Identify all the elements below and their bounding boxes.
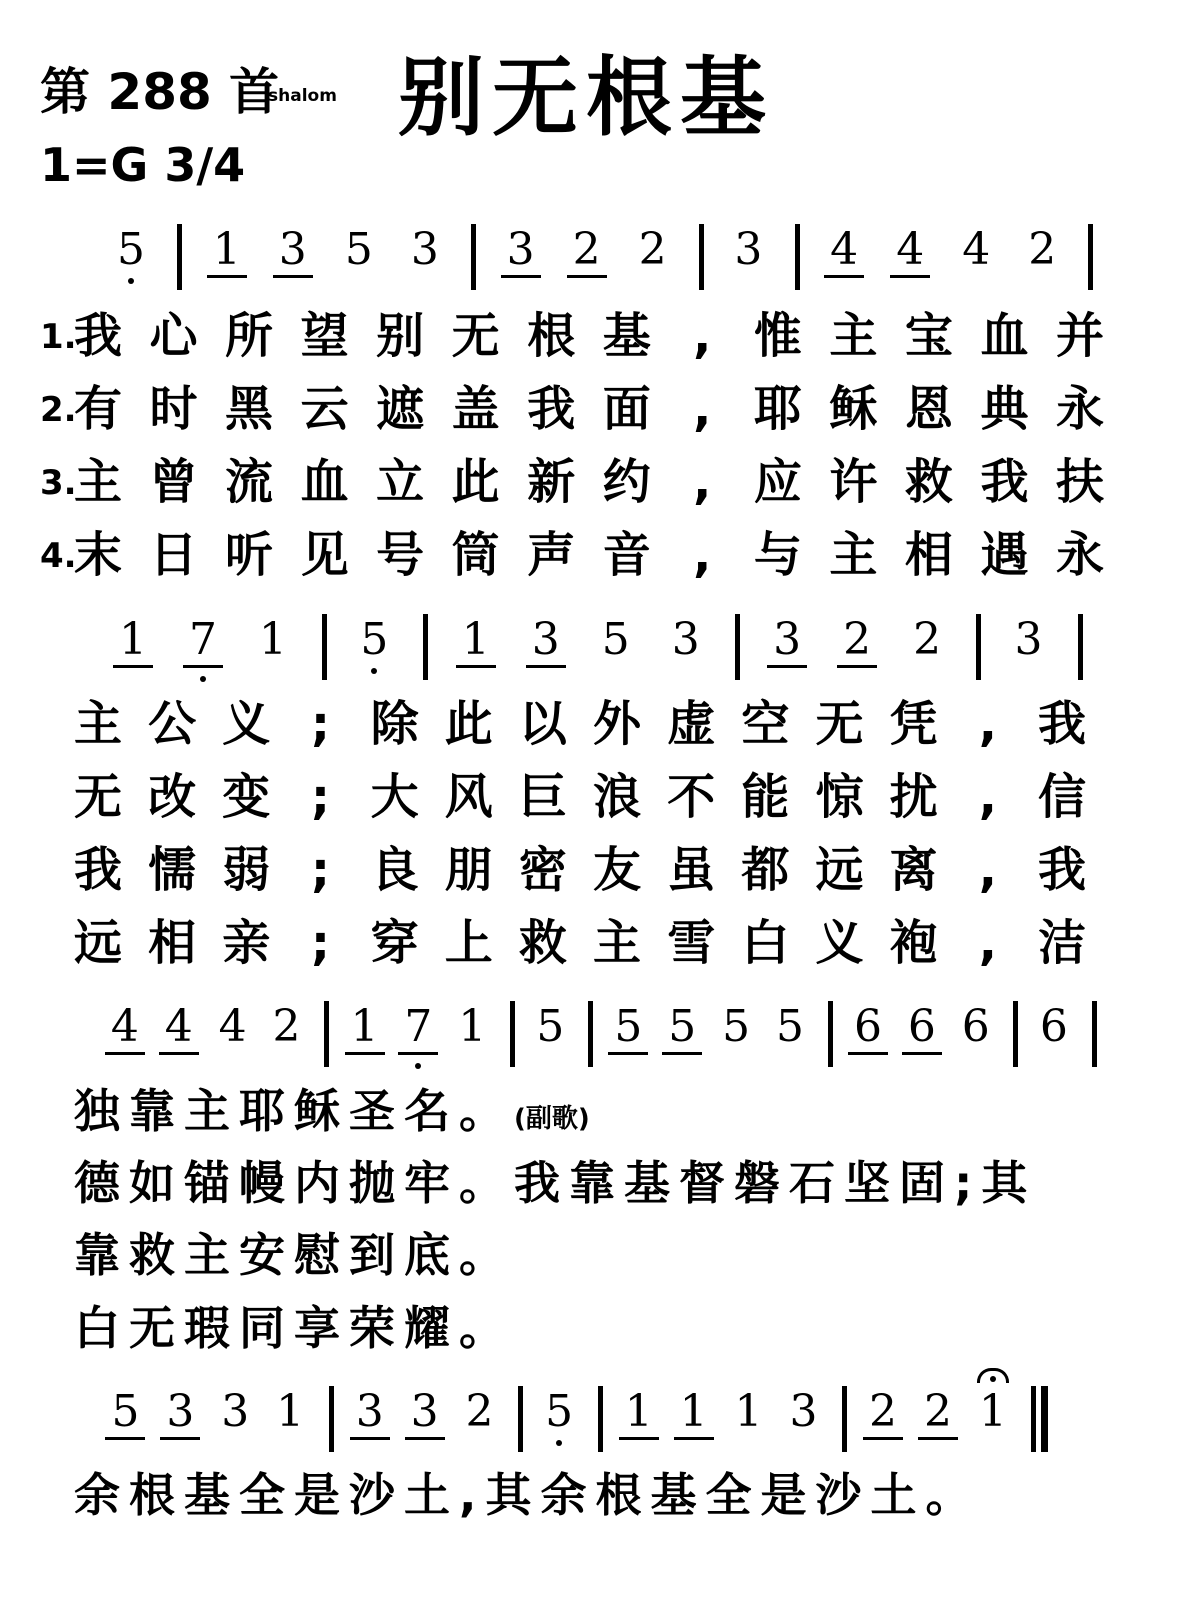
barline — [842, 1386, 847, 1452]
lyric-char: 我 — [527, 381, 576, 437]
lyric-line — [74, 1084, 590, 1138]
note: 3 — [734, 224, 763, 275]
lyric-char: 义 — [815, 915, 864, 971]
note: 3 — [1014, 614, 1043, 665]
lyric-char: ; — [310, 842, 331, 898]
note: 6 — [907, 1001, 936, 1052]
lyric-char: 穿 — [370, 915, 419, 971]
lyric-char: 筒 — [451, 527, 500, 583]
lyric-char: 虽 — [667, 842, 716, 898]
lyric-char: 亲 — [222, 915, 271, 971]
low-octave-dot — [128, 278, 134, 284]
lyric-char: 恩 — [904, 381, 953, 437]
lyric-char: 远 — [73, 915, 123, 971]
barline — [471, 224, 476, 290]
note: 1 — [734, 1386, 763, 1437]
note: 4 — [896, 224, 925, 275]
note: 1 — [458, 1001, 487, 1052]
lyric-char: , — [693, 308, 712, 364]
lyric-line — [74, 1468, 981, 1522]
lyric-char: 根 — [527, 308, 576, 364]
lyric-char: 典 — [980, 381, 1029, 437]
lyric-char: 弱 — [222, 842, 271, 898]
barline — [518, 1386, 523, 1452]
note: 2 — [1028, 224, 1057, 275]
barline-final — [1041, 1386, 1048, 1452]
lyric-line — [74, 1156, 1037, 1210]
lyric-char: 末 — [73, 527, 123, 583]
lyric-char: 黑 — [225, 381, 274, 437]
note: 5 — [614, 1001, 643, 1052]
note: 1 — [276, 1386, 305, 1437]
verse-number: 1. — [40, 317, 77, 357]
lyric-char: ; — [310, 915, 331, 971]
note: 4 — [962, 224, 991, 275]
lyric-char: 稣 — [829, 381, 878, 437]
note: 1 — [978, 1386, 1007, 1437]
lyric-char: 耶 — [753, 381, 802, 437]
lyric-char: 惟 — [753, 308, 802, 364]
lyric-char: 日 — [149, 527, 198, 583]
lyric-char: 音 — [602, 527, 651, 583]
note: 6 — [854, 1001, 883, 1052]
lyric-char: 盖 — [451, 381, 500, 437]
note: 2 — [913, 614, 942, 665]
note: 2 — [843, 614, 872, 665]
barline — [588, 1001, 593, 1067]
lyric-char: , — [978, 915, 997, 971]
lyric-char: 主 — [829, 527, 878, 583]
lyric-char: 袍 — [889, 915, 938, 971]
lyric-char: 朋 — [444, 842, 493, 898]
lyric-char: 云 — [300, 381, 349, 437]
lyric-char: 基 — [602, 308, 651, 364]
note: 3 — [531, 614, 560, 665]
note: 1 — [461, 614, 490, 665]
lyric-char: , — [693, 381, 712, 437]
note: 2 — [572, 224, 601, 275]
lyric-char: 空 — [741, 696, 790, 752]
lyric-char: 风 — [444, 769, 493, 825]
lyric-char: 都 — [741, 842, 790, 898]
lyric-char: 遇 — [980, 527, 1029, 583]
lyric-char: 友 — [593, 842, 642, 898]
barline — [177, 224, 182, 290]
lyric-char: 外 — [593, 696, 642, 752]
barline — [510, 1001, 515, 1067]
lyric-char: , — [693, 454, 712, 510]
lyric-char: 见 — [300, 527, 349, 583]
note: 5 — [775, 1001, 804, 1052]
note: 3 — [789, 1386, 818, 1437]
lyric-char: 号 — [376, 527, 425, 583]
lyric-char: 相 — [904, 527, 953, 583]
note: 1 — [624, 1386, 653, 1437]
low-octave-dot — [371, 668, 377, 674]
lyric-char: 洁 — [1037, 915, 1087, 971]
lyric-char: 义 — [222, 696, 271, 752]
note: 3 — [166, 1386, 195, 1437]
lyric-char: 巨 — [518, 769, 567, 825]
lyric-char: 永 — [1055, 381, 1105, 437]
lyric-char: , — [978, 696, 997, 752]
note: 2 — [465, 1386, 494, 1437]
lyric-char: 我 — [73, 308, 123, 364]
barline — [1031, 1386, 1036, 1452]
lyric-char: 所 — [225, 308, 274, 364]
note: 5 — [545, 1386, 574, 1437]
note: 7 — [188, 614, 217, 665]
lyric-char: 雪 — [667, 915, 716, 971]
lyric-char: 公 — [148, 696, 197, 752]
lyric-char: 心 — [149, 308, 198, 364]
lyric-char: 不 — [667, 769, 716, 825]
note: 3 — [221, 1386, 250, 1437]
note: 5 — [344, 224, 373, 275]
lyric-char: 主 — [593, 915, 642, 971]
lyric-char: 无 — [815, 696, 864, 752]
lyric-char: 听 — [225, 527, 274, 583]
lyric-char: 离 — [889, 842, 938, 898]
note: 3 — [355, 1386, 384, 1437]
lyric-char: , — [978, 842, 997, 898]
note: 2 — [869, 1386, 898, 1437]
note: 4 — [830, 224, 859, 275]
lyric-char: 上 — [444, 915, 493, 971]
lyric-char: 白 — [741, 915, 790, 971]
note: 3 — [773, 614, 802, 665]
lyric-char: 我 — [980, 454, 1029, 510]
lyric-char: 以 — [518, 696, 567, 752]
lyric-char: 扰 — [889, 769, 938, 825]
lyric-char: 许 — [829, 454, 878, 510]
barline — [423, 614, 428, 680]
lyric-char: , — [693, 527, 712, 583]
lyric-char: 我 — [73, 842, 123, 898]
lyric-char: 主 — [829, 308, 878, 364]
lyric-text: 余根基全是沙土,其余根基全是沙土。 — [74, 1468, 981, 1522]
lyric-char: 扶 — [1055, 454, 1105, 510]
note: 5 — [111, 1386, 140, 1437]
lyric-char: 变 — [222, 769, 271, 825]
shalom-tag: shalom — [268, 86, 337, 106]
lyric-char: 曾 — [149, 454, 198, 510]
lyric-char: 除 — [370, 696, 419, 752]
note: 3 — [278, 224, 307, 275]
lyric-char: 密 — [518, 842, 567, 898]
note: 5 — [117, 224, 146, 275]
lyric-text: 德如锚幔内抛牢。我靠基督磐石坚固;其 — [74, 1156, 1037, 1210]
barline — [322, 614, 327, 680]
lyric-char: 良 — [370, 842, 419, 898]
note: 5 — [668, 1001, 697, 1052]
note: 2 — [638, 224, 667, 275]
barline — [795, 224, 800, 290]
hymn-number: 第 288 首 — [40, 63, 280, 121]
barline — [324, 1001, 329, 1067]
note: 5 — [722, 1001, 751, 1052]
verse-number: 3. — [40, 463, 77, 503]
note: 4 — [110, 1001, 139, 1052]
lyric-char: 相 — [148, 915, 197, 971]
lyric-char: 有 — [73, 381, 123, 437]
lyric-line — [74, 1301, 514, 1355]
lyric-char: 应 — [753, 454, 802, 510]
lyric-char: 主 — [73, 454, 123, 510]
lyric-char: , — [978, 769, 997, 825]
low-octave-dot — [415, 1063, 421, 1069]
barline — [1088, 224, 1093, 290]
lyric-char: 血 — [300, 454, 349, 510]
note: 1 — [118, 614, 147, 665]
lyric-char: 救 — [518, 915, 567, 971]
note: 2 — [923, 1386, 952, 1437]
lyric-char: 与 — [753, 527, 802, 583]
note: 1 — [679, 1386, 708, 1437]
lyric-char: 浪 — [593, 769, 642, 825]
lyric-char: 能 — [741, 769, 790, 825]
lyric-char: 主 — [73, 696, 123, 752]
lyric-char: 信 — [1037, 769, 1087, 825]
lyric-char: 懦 — [148, 842, 197, 898]
note: 6 — [961, 1001, 990, 1052]
note: 4 — [164, 1001, 193, 1052]
low-octave-dot — [200, 676, 206, 682]
lyric-char: 惊 — [815, 769, 864, 825]
hymn-title: 别无根基 — [398, 48, 774, 148]
lyric-line — [74, 1228, 514, 1282]
verse-number: 2. — [40, 390, 77, 430]
note: 3 — [410, 1386, 439, 1437]
lyric-char: 立 — [376, 454, 425, 510]
note: 5 — [536, 1001, 565, 1052]
lyric-char: 救 — [904, 454, 953, 510]
lyric-char: 别 — [376, 308, 425, 364]
lyric-char: 约 — [602, 454, 651, 510]
note: 1 — [212, 224, 241, 275]
barline — [1013, 1001, 1018, 1067]
note: 3 — [671, 614, 700, 665]
lyric-char: 此 — [444, 696, 493, 752]
lyric-char: 虚 — [667, 696, 716, 752]
lyric-char: 面 — [602, 381, 651, 437]
note: 3 — [410, 224, 439, 275]
lyric-char: 宝 — [904, 308, 953, 364]
fermata-dot — [990, 1376, 996, 1382]
barline — [598, 1386, 603, 1452]
key-signature: 1=G 3/4 — [40, 138, 246, 192]
low-octave-dot — [556, 1440, 562, 1446]
barline — [735, 614, 740, 680]
lyric-char: 此 — [451, 454, 500, 510]
lyric-char: 改 — [148, 769, 197, 825]
note: 7 — [404, 1001, 433, 1052]
lyric-char: ; — [310, 696, 331, 752]
note: 3 — [506, 224, 535, 275]
barline — [329, 1386, 334, 1452]
lyric-char: 无 — [451, 308, 500, 364]
lyric-char: 声 — [527, 527, 576, 583]
lyric-char: 大 — [370, 769, 419, 825]
lyric-char: 血 — [980, 308, 1029, 364]
lyric-char: 时 — [149, 381, 198, 437]
barline — [1078, 614, 1083, 680]
note: 5 — [360, 614, 389, 665]
note: 1 — [258, 614, 287, 665]
lyric-char: 并 — [1055, 308, 1105, 364]
barline — [699, 224, 704, 290]
barline — [1092, 1001, 1097, 1067]
note: 2 — [272, 1001, 301, 1052]
lyric-char: 永 — [1055, 527, 1105, 583]
lyric-char: 我 — [1037, 696, 1087, 752]
lyric-char: 远 — [815, 842, 864, 898]
note: 1 — [350, 1001, 379, 1052]
lyric-char: 我 — [1037, 842, 1087, 898]
lyric-char: 流 — [225, 454, 274, 510]
note: 5 — [601, 614, 630, 665]
lyric-text: 白无瑕同享荣耀。 — [74, 1301, 514, 1355]
note: 4 — [218, 1001, 247, 1052]
refrain-label: (副歌) — [514, 1104, 590, 1134]
lyric-char: 新 — [527, 454, 576, 510]
lyric-char: 遮 — [376, 381, 425, 437]
lyric-char: 凭 — [889, 696, 938, 752]
barline — [976, 614, 981, 680]
verse-number: 4. — [40, 536, 77, 576]
barline — [828, 1001, 833, 1067]
note: 6 — [1039, 1001, 1068, 1052]
lyric-text: 靠救主安慰到底。 — [74, 1228, 514, 1282]
lyric-char: ; — [310, 769, 331, 825]
lyric-char: 望 — [300, 308, 349, 364]
lyric-text: 独靠主耶稣圣名。 — [74, 1084, 514, 1138]
lyric-char: 无 — [73, 769, 123, 825]
